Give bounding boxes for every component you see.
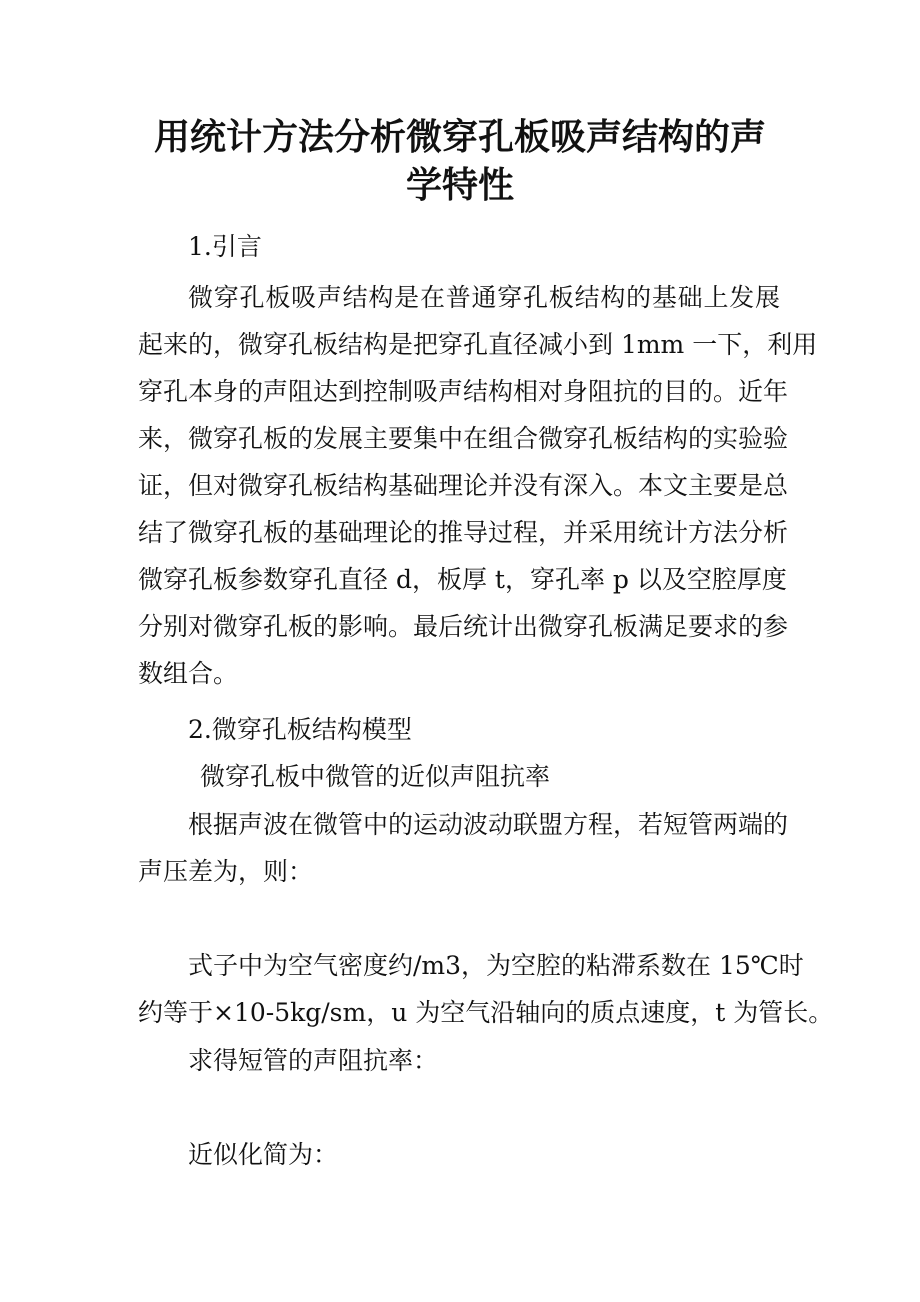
section-heading-intro: 1.引言	[188, 232, 262, 261]
text-line: 根据声波在微管中的运动波动联盟方程，若短管两端的	[188, 810, 789, 839]
text-line: 声压差为，则：	[138, 857, 314, 886]
section-heading-model: 2.微穿孔板结构模型	[188, 715, 412, 744]
text-line: 证，但对微穿孔板结构基础理论并没有深入。本文主要是总	[138, 471, 789, 500]
title-line: 用统计方法分析微穿孔板吸声结构的声	[153, 116, 766, 158]
paragraph: 近似化简为：	[188, 1140, 339, 1169]
subheading: 微穿孔板中微管的近似声阻抗率	[200, 762, 551, 791]
text-line: 微穿孔板吸声结构是在普通穿孔板结构的基础上发展	[188, 283, 780, 312]
text-line: 式子中为空气密度约/m3，为空腔的粘滞系数在 15℃时	[188, 951, 804, 980]
text-line: 数组合。	[138, 659, 239, 688]
text-line: 来，微穿孔板的发展主要集中在组合微穿孔板结构的实验验	[138, 424, 789, 453]
text-line: 微穿孔板参数穿孔直径 d，板厚 t，穿孔率 p 以及空腔厚度	[138, 565, 787, 594]
title-line: 学特性	[405, 164, 514, 206]
text-line: 结了微穿孔板的基础理论的推导过程，并采用统计方法分析	[138, 518, 789, 547]
text-line: 约等于×10-5kg/sm，u 为空气沿轴向的质点速度，t 为管长。	[138, 998, 834, 1027]
text-line: 分别对微穿孔板的影响。最后统计出微穿孔板满足要求的参	[138, 612, 789, 641]
paragraph: 求得短管的声阻抗率：	[188, 1046, 439, 1075]
text-line: 起来的，微穿孔板结构是把穿孔直径减小到 1mm 一下，利用	[138, 330, 818, 359]
text-line: 穿孔本身的声阻达到控制吸声结构相对身阻抗的目的。近年	[138, 377, 789, 406]
